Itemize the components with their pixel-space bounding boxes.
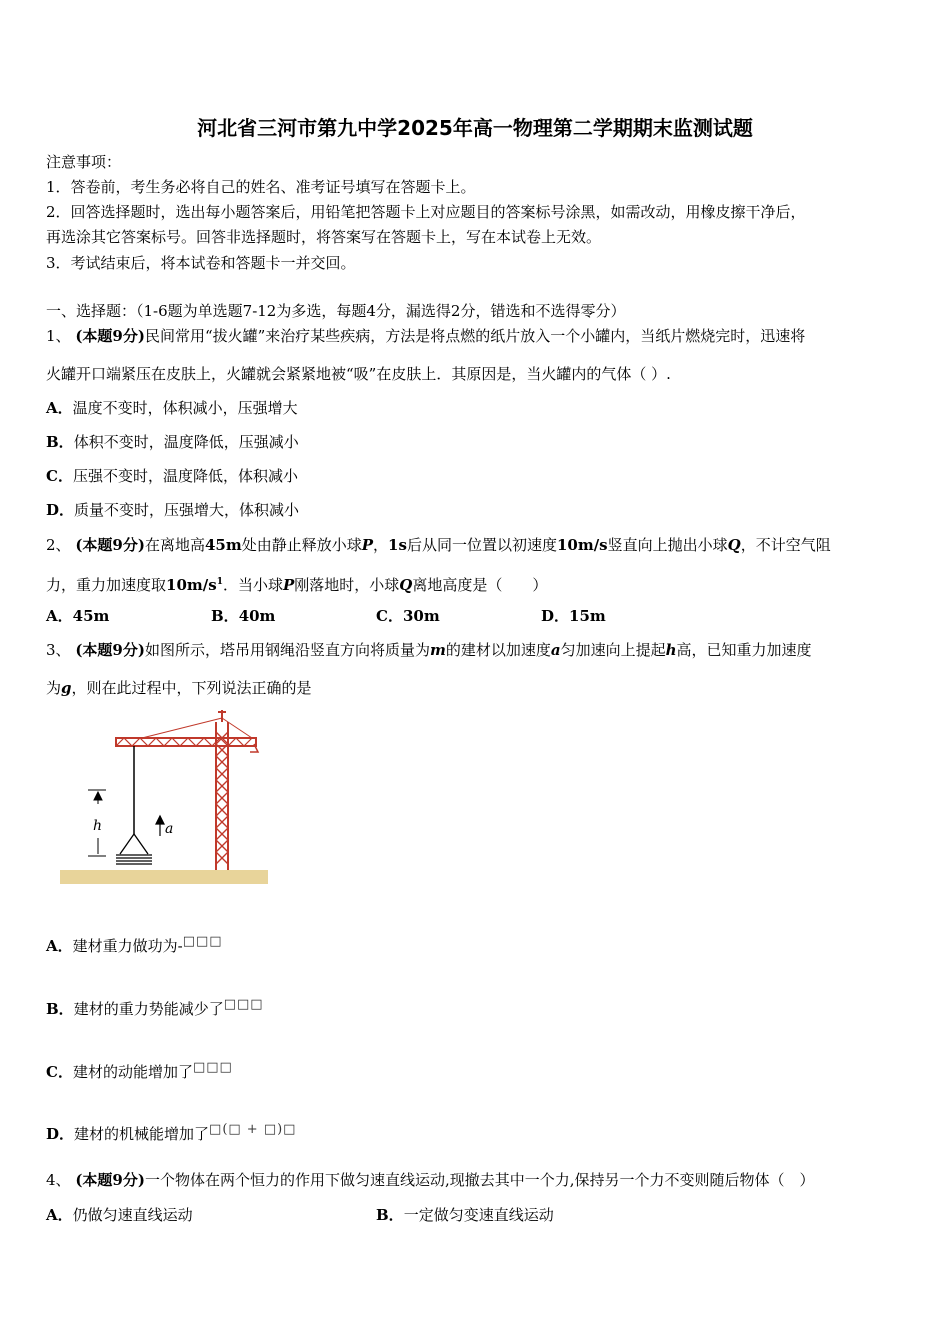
option-text: 一定做匀变速直线运动 bbox=[403, 1206, 554, 1224]
formula-placeholder: □□□ bbox=[192, 1060, 233, 1075]
question-text: 后从同一位置以初速度 bbox=[406, 536, 557, 554]
notice-item: 再选涂其它答案标号。回答非选择题时，将答案写在答题卡上，写在本试卷上无效。 bbox=[46, 228, 602, 246]
height-label: h bbox=[93, 818, 103, 834]
ground bbox=[60, 870, 268, 884]
option-key: D． bbox=[541, 607, 570, 625]
question-text: ．当小球 bbox=[222, 576, 283, 594]
question-text: 如图所示，塔吊用钢绳沿竖直方向将质量为 bbox=[144, 641, 430, 659]
question-text: 处由静止释放小球 bbox=[241, 536, 362, 554]
option-d bbox=[541, 606, 606, 626]
option-key: B． bbox=[46, 1000, 74, 1018]
option-b bbox=[376, 1205, 554, 1225]
option-d bbox=[46, 500, 299, 520]
option-text: 仍做匀速直线运动 bbox=[72, 1206, 193, 1224]
option-key: D． bbox=[46, 1125, 75, 1143]
question-number: 2、 bbox=[46, 536, 71, 554]
option-key: A． bbox=[46, 1206, 73, 1224]
option-text: 40m bbox=[238, 607, 276, 625]
option-key: C． bbox=[376, 607, 403, 625]
question-3-line-2 bbox=[46, 678, 312, 698]
question-text: 竖直向上抛出小球 bbox=[607, 536, 728, 554]
option-c bbox=[376, 606, 440, 626]
notice-item: 2．回答选择题时，选出每小题答案后，用铅笔把答题卡上对应题目的答案标号涂黑，如需改动，用橡皮擦干净后， bbox=[46, 203, 806, 221]
question-number: 3、 bbox=[46, 641, 71, 659]
notice-heading: 注意事项： bbox=[46, 153, 122, 171]
option-key: B． bbox=[211, 607, 239, 625]
quantity: 10m/s bbox=[166, 576, 217, 594]
question-text: ，不计空气阻 bbox=[740, 536, 831, 554]
question-text: 为 bbox=[46, 679, 62, 697]
variable: a bbox=[550, 641, 561, 659]
option-text: 建材重力做功为- bbox=[72, 937, 183, 955]
question-1-line-1 bbox=[46, 326, 805, 346]
superscript: 1 bbox=[216, 577, 223, 587]
quantity: 45m bbox=[204, 536, 242, 554]
crane-tower bbox=[216, 710, 228, 870]
option-a bbox=[46, 1205, 193, 1225]
option-text: 建材的动能增加了 bbox=[72, 1063, 193, 1081]
question-2-line-1 bbox=[46, 535, 831, 555]
formula-placeholder: □□□ bbox=[182, 934, 223, 949]
question-text: 匀加速向上提起 bbox=[560, 641, 666, 659]
question-text: 一个物体在两个恒力的作用下做匀速直线运动,现撤去其中一个力,保持另一个力不变则随后物体（ ） bbox=[144, 1171, 815, 1189]
option-a bbox=[46, 398, 298, 418]
question-4-line-1 bbox=[46, 1170, 815, 1190]
question-text: 刚落地时，小球 bbox=[294, 576, 400, 594]
question-2-line-2 bbox=[46, 572, 547, 595]
option-text: 30m bbox=[402, 607, 440, 625]
question-text: 在离地高 bbox=[144, 536, 205, 554]
question-tag: (本题9分) bbox=[75, 327, 145, 345]
option-text: 建材的重力势能减少了 bbox=[73, 1000, 224, 1018]
option-c bbox=[46, 466, 298, 486]
option-key: A． bbox=[46, 399, 73, 417]
option-key: C． bbox=[46, 467, 73, 485]
option-text: 45m bbox=[72, 607, 110, 625]
option-text: 建材的机械能增加了 bbox=[74, 1125, 210, 1143]
option-text: 15m bbox=[569, 607, 606, 625]
variable: m bbox=[429, 641, 446, 659]
question-text: 的建材以加速度 bbox=[445, 641, 551, 659]
question-number: 4、 bbox=[46, 1171, 71, 1189]
question-text: 离地高度是（ ） bbox=[412, 576, 548, 594]
question-3-line-1 bbox=[46, 640, 812, 660]
quantity: 1s bbox=[388, 536, 407, 554]
option-a bbox=[46, 606, 109, 626]
option-key: D． bbox=[46, 501, 75, 519]
question-text: 力，重力加速度取 bbox=[46, 576, 167, 594]
question-text: 高，已知重力加速度 bbox=[676, 641, 812, 659]
option-text: 体积不变时，温度降低，压强减小 bbox=[73, 433, 299, 451]
option-text: 质量不变时，压强增大，体积减小 bbox=[74, 501, 300, 519]
variable: P bbox=[282, 576, 295, 594]
question-text: 民间常用“拔火罐”来治疗某些疾病，方法是将点燃的纸片放入一个小罐内，当纸片燃烧完时，迅速将 bbox=[144, 327, 806, 345]
option-a bbox=[46, 932, 223, 956]
option-key: B． bbox=[376, 1206, 404, 1224]
acceleration-arrow bbox=[156, 816, 164, 836]
notice-item: 1．答卷前，考生务必将自己的姓名、准考证号填写在答题卡上。 bbox=[46, 178, 476, 196]
option-c bbox=[46, 1058, 233, 1082]
variable: Q bbox=[399, 576, 413, 594]
variable: Q bbox=[727, 536, 741, 554]
question-text: ， bbox=[373, 536, 389, 554]
option-key: B． bbox=[46, 433, 74, 451]
variable: P bbox=[361, 536, 374, 554]
question-tag: (本题9分) bbox=[75, 1171, 145, 1189]
quantity: 10m/s bbox=[556, 536, 608, 554]
option-text: 温度不变时，体积减小，压强增大 bbox=[72, 399, 298, 417]
question-text: ，则在此过程中，下列说法正确的是 bbox=[71, 679, 312, 697]
tower-crane-figure bbox=[58, 708, 270, 888]
option-key: A． bbox=[46, 937, 73, 955]
section-heading: 一、选择题：（1-6题为单选题7-12为多选，每题4分，漏选得2分，错选和不选得零分） bbox=[46, 302, 626, 320]
acceleration-label: a bbox=[165, 821, 174, 837]
building-material-load bbox=[116, 834, 152, 864]
page-title: 河北省三河市第九中学2025年高一物理第二学期期末监测试题 bbox=[197, 116, 753, 140]
option-text: 压强不变时，温度降低，体积减小 bbox=[72, 467, 298, 485]
notice-item: 3．考试结束后，将本试卷和答题卡一并交回。 bbox=[46, 254, 356, 272]
option-d bbox=[46, 1120, 296, 1144]
question-number: 1、 bbox=[46, 327, 71, 345]
formula-placeholder: □(□ + □)□ bbox=[209, 1122, 297, 1137]
option-key: A． bbox=[46, 607, 73, 625]
formula-placeholder: □□□ bbox=[223, 997, 264, 1012]
option-b bbox=[46, 995, 264, 1019]
question-1-line-2: 火罐开口端紧压在皮肤上，火罐就会紧紧地被“吸”在皮肤上．其原因是，当火罐内的气体（ ）. bbox=[46, 365, 671, 383]
option-b bbox=[211, 606, 275, 626]
question-tag: (本题9分) bbox=[75, 641, 145, 659]
variable: g bbox=[61, 679, 72, 697]
question-tag: (本题9分) bbox=[75, 536, 145, 554]
crane-jib bbox=[116, 718, 258, 752]
option-key: C． bbox=[46, 1063, 73, 1081]
option-b bbox=[46, 432, 299, 452]
variable: h bbox=[665, 641, 677, 659]
